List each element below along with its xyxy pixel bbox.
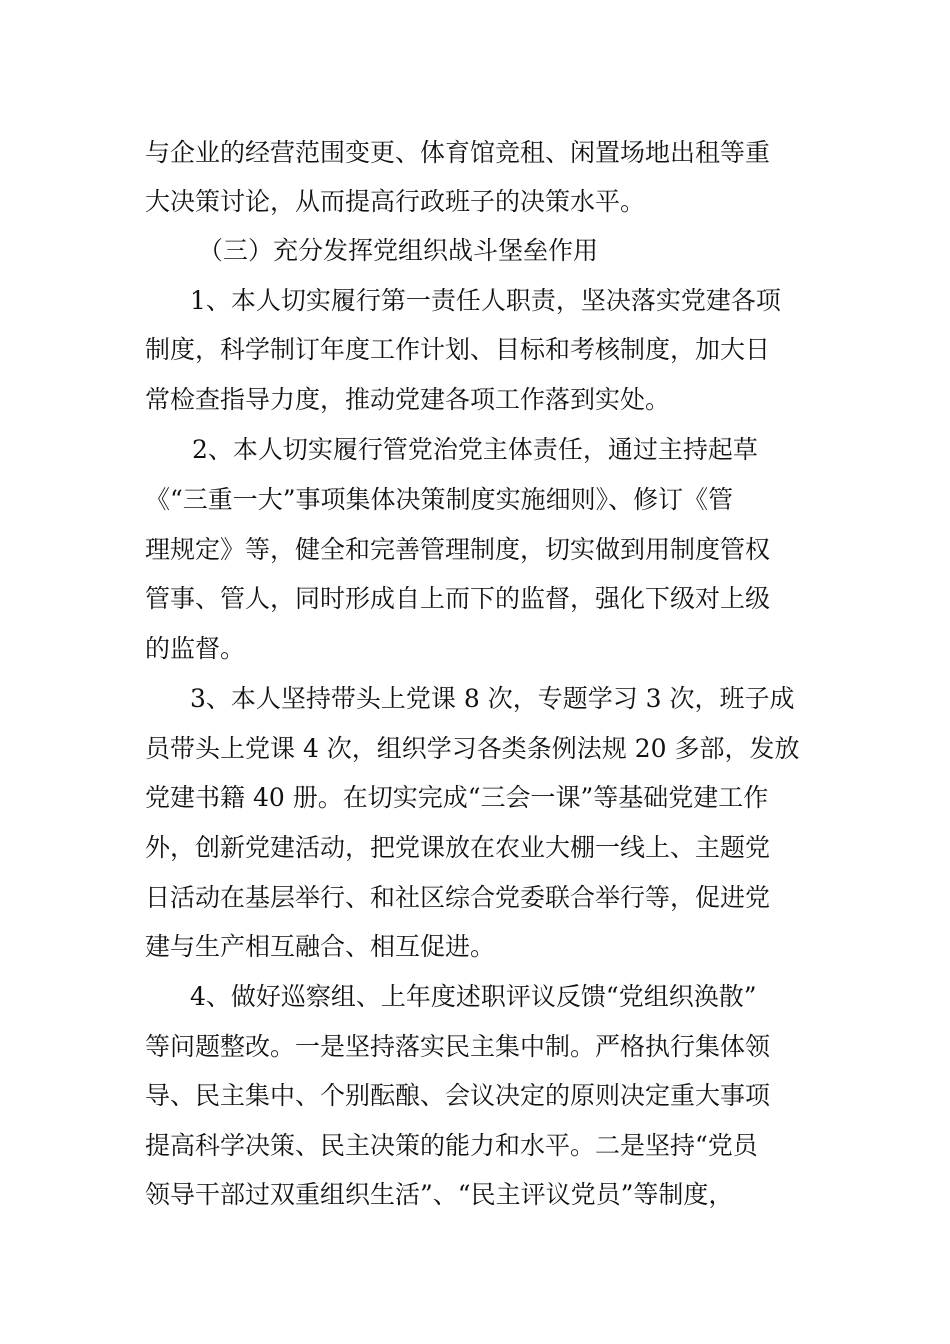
paragraph-1-line: 制度，科学制订年度工作计划、目标和考核制度，加大日 [145,335,771,364]
paragraph-4-line: 4、做好巡察组、上年度述职评议反馈“党组织涣散” [190,982,757,1011]
paragraph-2-line: 理规定》等，健全和完善管理制度，切实做到用制度管权 [145,535,771,564]
paragraph-3-line: 员带头上党课 4 次，组织学习各类条例法规 20 多部，发放 [145,734,800,763]
paragraph-2-line: 的监督。 [145,634,246,663]
text-line: 与企业的经营范围变更、体育馆竞租、闲置场地出租等重 [145,138,771,167]
paragraph-2-line: 2、本人切实履行管党治党主体责任，通过主持起草 [192,435,758,464]
paragraph-3-line: 党建书籍 40 册。在切实完成“三会一课”等基础党建工作 [145,783,769,812]
paragraph-1-line: 1、本人切实履行第一责任人职责，坚决落实党建各项 [190,286,781,315]
text-line: 大决策讨论，从而提高行政班子的决策水平。 [145,187,646,216]
paragraph-4-line: 导、民主集中、个别酝酿、会议决定的原则决定重大事项 [145,1081,771,1110]
paragraph-4-line: 等问题整改。一是坚持落实民主集中制。严格执行集体领 [145,1032,771,1061]
paragraph-4-line: 领导干部过双重组织生活”、“民主评议党员”等制度， [145,1180,734,1209]
section-heading: （三）充分发挥党组织战斗堡垒作用 [198,236,599,265]
paragraph-3-line: 外，创新党建活动，把党课放在农业大棚一线上、主题党 [145,833,771,862]
paragraph-1-line: 常检查指导力度，推动党建各项工作落到实处。 [145,385,671,414]
paragraph-3-line: 建与生产相互融合、相互促进。 [145,932,496,961]
paragraph-4-line: 提高科学决策、民主决策的能力和水平。二是坚持“党员 [145,1131,758,1160]
paragraph-3-line: 日活动在基层举行、和社区综合党委联合举行等，促进党 [145,883,771,912]
paragraph-2-line: 管事、管人，同时形成自上而下的监督，强化下级对上级 [145,584,771,613]
paragraph-3-line: 3、本人坚持带头上党课 8 次，专题学习 3 次，班子成 [190,684,795,713]
paragraph-2-line: 《“三重一大”事项集体决策制度实施细则》、修订《管 [145,485,734,514]
